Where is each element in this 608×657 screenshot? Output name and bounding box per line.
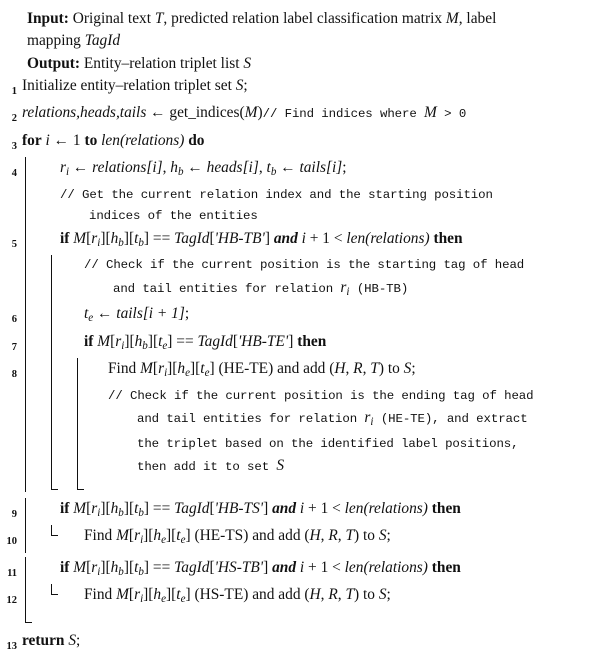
input-desc-c: , label	[458, 10, 497, 27]
var-S: S	[235, 76, 244, 94]
gutter-spacer	[0, 30, 22, 52]
var-heads: heads	[80, 104, 116, 121]
line-number-blank	[0, 434, 22, 440]
comment-check-starting-tag-l1: // Check if the current position is the starting tag of head	[84, 258, 525, 272]
comment-text-a: and tail entities for relation	[113, 281, 341, 296]
indent-bar-level-2	[48, 386, 74, 408]
fn-get-indices: get_indices	[169, 104, 240, 121]
indent-bar-level-1	[22, 228, 48, 256]
var-S: S	[276, 457, 285, 475]
add-text: and add	[277, 360, 330, 378]
comment-get-current-relation-l2: indices of the entities	[89, 209, 258, 223]
keyword-if: if	[84, 332, 94, 350]
indent-bar-level-3	[74, 407, 100, 434]
indent-bar-end-level-1	[22, 612, 48, 625]
line-9-body: if $M[r_i][h_b][t_b]$ == TagId['HB-TS'] and i + 1 < len(relations) then	[60, 499, 461, 519]
line-number-blank	[0, 386, 22, 392]
line-number-blank	[0, 479, 22, 485]
algorithm-comment-after-8-line-3	[0, 434, 608, 456]
line-number-9: 9	[11, 508, 17, 520]
line-2-body: relations,heads,tails ← get_indices(M)// Find indices where M > 0	[22, 104, 467, 121]
input-desc-a: Original text	[72, 10, 155, 27]
indent-bar-level-2	[48, 455, 74, 479]
line-10-body: Find $M[r_i][h_e][t_e]$ (HE-TS) and add (H, R, T) to S;	[84, 527, 391, 547]
line-number-2: 2	[11, 113, 17, 124]
line-7-body: if $M[r_i][h_b][t_e]$ == TagId['HB-TE'] then	[84, 332, 327, 352]
var-S: S	[68, 631, 77, 649]
keyword-if: if	[60, 499, 70, 517]
indent-bar-level-1	[22, 455, 48, 479]
line-number-blank	[0, 185, 22, 191]
var-tails: tails	[119, 104, 147, 121]
id-tagid: TagId	[174, 499, 210, 517]
line-number-12: 12	[6, 595, 17, 607]
var-relations: relations	[22, 104, 77, 121]
algorithm-line-11	[0, 557, 608, 585]
keyword-and: and	[272, 499, 297, 517]
line-number-6: 6	[11, 314, 17, 326]
algorithm-block	[0, 8, 608, 652]
algorithm-comment-after-5-line-1	[0, 255, 608, 277]
line-4-body: $r_i$ ← relations[i], $h_b$ ← heads[i], $t_b$ ← tails[i];	[60, 159, 347, 179]
indent-bar-level-1	[22, 557, 48, 585]
line-8-body: Find $M[r_i][h_e][t_e]$ (HE-TE) and add (H, R, T) to S;	[108, 360, 416, 380]
indent-bar-level-1	[22, 498, 48, 526]
fn-len: len	[101, 131, 120, 149]
algorithm-comment-after-5-line-2	[0, 277, 608, 304]
arr-heads: heads	[206, 159, 243, 176]
tag-hb-te: 'HB-TE'	[238, 332, 289, 350]
var-S: S	[403, 360, 412, 378]
algorithm-line-9	[0, 498, 608, 526]
arg-relations: relations	[368, 499, 423, 517]
line-number-blank	[0, 255, 22, 261]
line-number-blank	[0, 407, 22, 413]
comment-text-a: then add it to set	[137, 460, 277, 475]
init-text: Initialize entity–relation triplet set	[22, 76, 236, 94]
input-cont-text	[22, 30, 608, 52]
line-number-1: 1	[11, 85, 17, 97]
var-M: M	[244, 104, 258, 121]
algorithm-comment-after-4-line-1	[0, 185, 608, 207]
keyword-then: then	[297, 332, 327, 350]
algorithm-input-cont-line	[0, 30, 608, 52]
keyword-and: and	[273, 229, 298, 247]
arr-tails: tails	[116, 305, 143, 323]
keyword-for: for	[22, 131, 42, 149]
keyword-do: do	[188, 131, 205, 149]
line-number-10: 10	[6, 536, 17, 548]
line-number-3: 3	[11, 140, 17, 152]
line-number-4: 4	[11, 168, 17, 179]
indent-bar-level-2	[48, 331, 74, 359]
line-number-blank	[0, 612, 22, 618]
indent-bar-end-level-3	[74, 479, 100, 492]
indent-bar-level-3	[74, 434, 100, 456]
indent-bar-level-2	[48, 277, 74, 304]
comment-text-b: (HB-TB)	[349, 281, 409, 296]
add-text: and add	[252, 586, 305, 604]
line-number-blank	[0, 455, 22, 461]
indent-bar-level-1	[22, 479, 48, 492]
line-5-body: if $M[r_i][h_b][t_b]$ == TagId['HB-TB'] and i + 1 < len(relations) then	[60, 229, 463, 249]
algorithm-input-line	[0, 8, 608, 30]
indent-bar-level-1	[22, 386, 48, 408]
keyword-then: then	[431, 499, 461, 517]
id-tagid: TagId	[197, 332, 233, 350]
keyword-then: then	[433, 229, 463, 247]
algorithm-line-1	[0, 75, 608, 103]
line-11-body: if $M[r_i][h_b][t_b]$ == TagId['HS-TB'] and i + 1 < len(relations) then	[60, 558, 461, 578]
output-label: Output:	[27, 55, 81, 72]
line-number-blank	[0, 206, 22, 212]
indent-bar-level-1	[22, 525, 48, 553]
algorithm-comment-after-4-line-2	[0, 206, 608, 228]
algorithm-line-7	[0, 331, 608, 359]
to-text: to	[383, 360, 404, 378]
comment-get-current-relation-l1: // Get the current relation index and the starting position	[60, 187, 493, 202]
algorithm-line-10	[0, 525, 608, 553]
indent-bar-level-1	[22, 407, 48, 434]
algorithm-comment-after-8-line-4	[0, 455, 608, 479]
gutter-spacer	[0, 53, 22, 75]
algorithm-comment-after-8-line-1	[0, 386, 608, 408]
indent-bar-level-1	[22, 277, 48, 304]
indent-bar-level-1	[22, 206, 48, 228]
fn-len: len	[344, 499, 364, 517]
indent-bar-level-3	[74, 386, 100, 408]
algorithm-comment-after-8-line-2	[0, 407, 608, 434]
algorithm-line-12	[0, 584, 608, 612]
fn-find: Find	[84, 586, 113, 604]
input-var-M: M	[445, 10, 459, 27]
line-3-body: for i ← 1 to len(relations) do	[22, 131, 205, 149]
indent-bar-level-1	[22, 157, 48, 185]
comment-check-ending-tag-l2: and tail entities for relation $r_i$ (HE-TE), and extract	[137, 409, 528, 429]
indent-bar-level-2	[48, 303, 74, 331]
indent-bar-level-3	[74, 358, 100, 386]
output-desc: Entity–relation triplet list	[83, 55, 244, 72]
indent-bar-end-level-2	[48, 525, 74, 553]
to-text: to	[359, 527, 379, 545]
input-var-T: T	[154, 10, 164, 27]
comment-text-b: (HE-TE), and extract	[373, 412, 528, 427]
input-label: Input:	[27, 10, 69, 27]
arg-relations: relations	[368, 558, 423, 576]
fn-len: len	[346, 229, 366, 247]
comment-text-a: and tail entities for relation	[137, 412, 365, 427]
input-cont-var-tagid: TagId	[84, 31, 121, 49]
output-text	[22, 53, 608, 75]
algorithm-output-line	[0, 53, 608, 75]
arr-tails: tails	[299, 159, 326, 176]
indent-bar-level-2	[48, 407, 74, 434]
input-text	[22, 8, 608, 30]
comment-var-M: M	[424, 104, 437, 121]
keyword-and: and	[272, 558, 297, 576]
note-he-te: (HE-TE)	[218, 360, 274, 378]
keyword-if: if	[60, 558, 70, 576]
line-number-13: 13	[6, 640, 17, 652]
line-12-body: Find $M[r_i][h_e][t_e]$ (HS-TE) and add (H, R, T) to S;	[84, 586, 391, 606]
algorithm-line-8	[0, 358, 608, 386]
keyword-return: return	[22, 631, 65, 649]
fn-len: len	[344, 558, 364, 576]
comment-check-ending-tag-l1: // Check if the current position is the ending tag of head	[108, 388, 534, 403]
output-var-S: S	[243, 55, 252, 72]
tag-hs-tb: 'HS-TB'	[214, 558, 264, 576]
keyword-if: if	[60, 229, 70, 247]
var-S: S	[378, 586, 387, 604]
indent-bar-level-1	[22, 358, 48, 386]
line-13-body: return S;	[22, 631, 81, 649]
line-number-7: 7	[11, 341, 17, 353]
algorithm-line-5	[0, 228, 608, 256]
arr-relations: relations	[92, 159, 147, 176]
line-number-blank	[0, 277, 22, 283]
comment-line-2: // Find indices where	[262, 107, 424, 121]
line-6-body: $t_e$ ← tails[i + 1];	[84, 305, 190, 325]
add-text: and add	[252, 527, 305, 545]
tag-hb-ts: 'HB-TS'	[214, 499, 264, 517]
fn-find: Find	[108, 360, 137, 378]
algorithm-line-3	[0, 130, 608, 158]
line-1-body	[22, 75, 608, 97]
gutter-spacer	[0, 8, 22, 30]
arg-relations: relations	[125, 131, 180, 149]
tag-hb-tb: 'HB-TB'	[214, 229, 265, 247]
indent-bar-end-level-2	[48, 584, 74, 612]
indent-bar-end-level-2	[48, 479, 74, 492]
fn-find: Find	[84, 527, 113, 545]
indent-bar-level-2	[48, 255, 74, 277]
keyword-to: to	[84, 131, 98, 149]
comment-line-2-tail: > 0	[436, 107, 467, 121]
comment-check-starting-tag-l2: and tail entities for relation $r_i$ (HB-TB)	[113, 278, 409, 298]
algorithm-line-4	[0, 157, 608, 185]
input-cont-a: mapping	[27, 31, 85, 49]
arg-relations: relations	[370, 229, 425, 247]
indent-bar-level-2	[48, 434, 74, 456]
algorithm-block-close-for	[0, 612, 608, 625]
indent-bar-level-2	[48, 358, 74, 386]
comment-check-ending-tag-l3: the triplet based on the identified label positions,	[137, 436, 519, 451]
input-desc-b: , predicted relation label classification matrix	[163, 10, 446, 27]
algorithm-line-13	[0, 630, 608, 657]
line-number-8: 8	[11, 369, 17, 381]
id-tagid: TagId	[174, 229, 210, 247]
indent-bar-level-1	[22, 434, 48, 456]
indent-bar-level-1	[22, 303, 48, 331]
comment-check-ending-tag-l4	[100, 455, 608, 479]
keyword-then: then	[431, 558, 461, 576]
algorithm-line-2	[0, 102, 608, 130]
id-tagid: TagId	[174, 558, 210, 576]
line-number-5: 5	[11, 238, 17, 250]
indent-bar-level-3	[74, 455, 100, 479]
indent-bar-level-1	[22, 331, 48, 359]
var-S: S	[378, 527, 387, 545]
indent-bar-level-1	[22, 584, 48, 612]
to-text: to	[359, 586, 379, 604]
note-hs-te: (HS-TE)	[194, 586, 249, 604]
indent-bar-level-1	[22, 185, 48, 207]
indent-bar-level-1	[22, 255, 48, 277]
note-he-ts: (HE-TS)	[194, 527, 249, 545]
line-number-11: 11	[7, 567, 17, 579]
semicolon: ;	[243, 76, 248, 94]
algorithm-block-close-5-7	[0, 479, 608, 492]
algorithm-line-6	[0, 303, 608, 331]
